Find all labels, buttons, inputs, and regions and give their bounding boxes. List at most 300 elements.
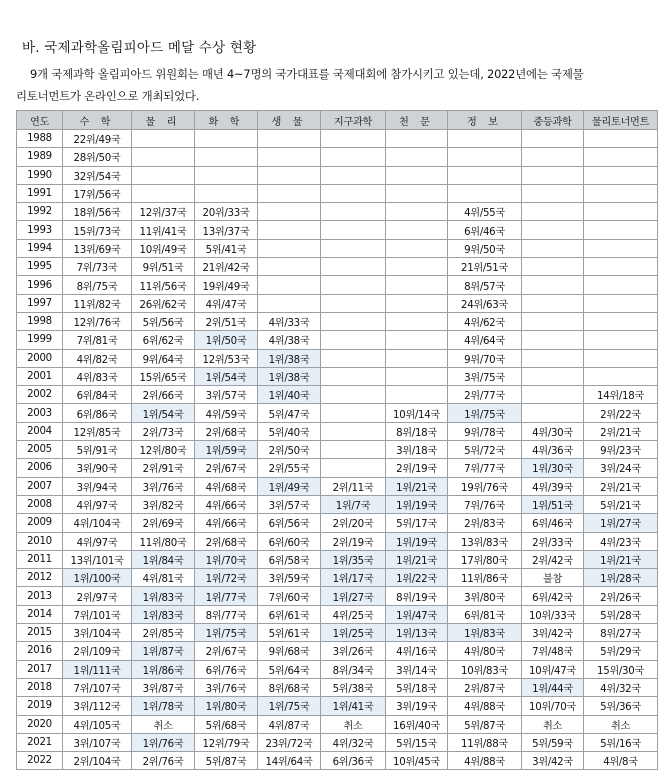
result-cell: 1위/78국 <box>132 697 195 715</box>
result-cell: 10위/70국 <box>522 697 584 715</box>
result-cell: 10위/33국 <box>522 605 584 623</box>
result-cell <box>258 239 321 257</box>
result-cell <box>258 203 321 221</box>
result-cell: 15위/65국 <box>132 367 195 385</box>
year-cell: 2010 <box>17 532 63 550</box>
result-cell <box>258 221 321 239</box>
year-cell: 1994 <box>17 239 63 257</box>
result-cell: 3위/82국 <box>132 495 195 513</box>
result-cell: 3위/76국 <box>195 678 258 696</box>
result-cell: 3위/24국 <box>584 459 658 477</box>
table-row <box>17 148 658 166</box>
result-cell: 4위/32국 <box>584 678 658 696</box>
result-cell: 5위/91국 <box>63 441 132 459</box>
result-cell: 9위/51국 <box>132 258 195 276</box>
result-cell: 3위/75국 <box>448 367 522 385</box>
table-row <box>17 697 658 715</box>
result-cell: 1위/27국 <box>584 514 658 532</box>
result-cell <box>386 367 448 385</box>
result-cell: 12위/80국 <box>132 441 195 459</box>
result-cell <box>386 239 448 257</box>
result-cell <box>584 184 658 202</box>
table-row <box>17 459 658 477</box>
year-cell: 1992 <box>17 203 63 221</box>
result-cell: 6위/58국 <box>258 550 321 568</box>
table-row <box>17 166 658 184</box>
result-cell: 4위/97국 <box>63 495 132 513</box>
result-cell <box>132 130 195 148</box>
result-cell: 14위/18국 <box>584 386 658 404</box>
table-row <box>17 733 658 751</box>
result-cell: 1위/50국 <box>195 331 258 349</box>
result-cell: 7위/60국 <box>258 587 321 605</box>
result-cell: 4위/87국 <box>258 715 321 733</box>
result-cell: 5위/47국 <box>258 404 321 422</box>
result-cell: 4위/59국 <box>195 404 258 422</box>
year-cell: 2020 <box>17 715 63 733</box>
result-cell: 15위/30국 <box>584 660 658 678</box>
result-cell: 1위/47국 <box>386 605 448 623</box>
result-cell: 4위/62국 <box>448 312 522 330</box>
result-cell <box>448 130 522 148</box>
year-cell: 2019 <box>17 697 63 715</box>
year-cell: 1988 <box>17 130 63 148</box>
result-cell: 22위/49국 <box>63 130 132 148</box>
table-row <box>17 386 658 404</box>
result-cell <box>195 184 258 202</box>
result-cell: 10위/47국 <box>522 660 584 678</box>
result-cell: 4위/105국 <box>63 715 132 733</box>
result-cell: 11위/41국 <box>132 221 195 239</box>
year-cell: 1989 <box>17 148 63 166</box>
column-header-6: 천 문 <box>386 111 448 130</box>
result-cell: 26위/62국 <box>132 294 195 312</box>
result-cell: 6위/46국 <box>448 221 522 239</box>
result-cell <box>321 459 386 477</box>
table-row <box>17 532 658 550</box>
table-row <box>17 349 658 367</box>
result-cell: 5위/41국 <box>195 239 258 257</box>
result-cell <box>195 148 258 166</box>
year-cell: 1997 <box>17 294 63 312</box>
result-cell: 3위/57국 <box>195 386 258 404</box>
result-cell: 1위/75국 <box>258 697 321 715</box>
year-cell: 2005 <box>17 441 63 459</box>
result-cell: 3위/42국 <box>522 624 584 642</box>
table-row <box>17 130 658 148</box>
column-header-2: 물 리 <box>132 111 195 130</box>
result-cell: 4위/64국 <box>448 331 522 349</box>
result-cell: 12위/37국 <box>132 203 195 221</box>
result-cell: 2위/87국 <box>448 678 522 696</box>
result-cell <box>584 258 658 276</box>
result-cell: 4위/16국 <box>386 642 448 660</box>
result-cell: 21위/51국 <box>448 258 522 276</box>
column-header-3: 화 학 <box>195 111 258 130</box>
result-cell: 5위/40국 <box>258 422 321 440</box>
result-cell <box>386 331 448 349</box>
result-cell: 10위/14국 <box>386 404 448 422</box>
result-cell <box>522 130 584 148</box>
result-cell: 2위/26국 <box>584 587 658 605</box>
year-cell: 2016 <box>17 642 63 660</box>
result-cell <box>386 276 448 294</box>
column-header-5: 지구과학 <box>321 111 386 130</box>
result-cell: 17위/80국 <box>448 550 522 568</box>
result-cell: 9위/23국 <box>584 441 658 459</box>
year-cell: 2018 <box>17 678 63 696</box>
result-cell: 4위/33국 <box>258 312 321 330</box>
table-row <box>17 312 658 330</box>
table-row <box>17 477 658 495</box>
year-cell: 1996 <box>17 276 63 294</box>
result-cell: 2위/50국 <box>258 441 321 459</box>
result-cell <box>584 203 658 221</box>
result-cell <box>321 367 386 385</box>
result-cell: 2위/33국 <box>522 532 584 550</box>
result-cell: 4위/68국 <box>195 477 258 495</box>
result-cell: 1위/72국 <box>195 569 258 587</box>
result-cell: 32위/54국 <box>63 166 132 184</box>
result-cell <box>584 367 658 385</box>
result-cell <box>321 294 386 312</box>
table-row <box>17 550 658 568</box>
result-cell: 11위/80국 <box>132 532 195 550</box>
result-cell: 1위/80국 <box>195 697 258 715</box>
result-cell <box>448 148 522 166</box>
result-cell <box>448 166 522 184</box>
result-cell: 1위/13국 <box>386 624 448 642</box>
result-cell: 1위/49국 <box>258 477 321 495</box>
result-cell <box>584 294 658 312</box>
result-cell: 1위/86국 <box>132 660 195 678</box>
result-cell <box>386 386 448 404</box>
result-cell <box>522 386 584 404</box>
year-cell: 1990 <box>17 166 63 184</box>
result-cell: 1위/41국 <box>321 697 386 715</box>
result-cell: 1위/70국 <box>195 550 258 568</box>
result-cell: 5위/36국 <box>584 697 658 715</box>
result-cell: 10위/83국 <box>448 660 522 678</box>
result-cell <box>321 130 386 148</box>
result-cell: 12위/79국 <box>195 733 258 751</box>
result-cell <box>195 130 258 148</box>
table-row <box>17 276 658 294</box>
result-cell: 3위/59국 <box>258 569 321 587</box>
result-cell: 1위/19국 <box>386 495 448 513</box>
table-row <box>17 495 658 513</box>
year-cell: 1998 <box>17 312 63 330</box>
result-cell: 2위/66국 <box>132 386 195 404</box>
result-cell <box>584 166 658 184</box>
result-cell: 8위/27국 <box>584 624 658 642</box>
result-cell: 4위/88국 <box>448 697 522 715</box>
result-cell <box>386 148 448 166</box>
table-row <box>17 642 658 660</box>
result-cell: 취소 <box>584 715 658 733</box>
result-cell: 1위/76국 <box>132 733 195 751</box>
result-cell <box>584 239 658 257</box>
result-cell: 9위/64국 <box>132 349 195 367</box>
section-title: 바. 국제과학올림피아드 메달 수상 현황 <box>22 40 257 56</box>
result-cell: 9위/70국 <box>448 349 522 367</box>
result-cell: 5위/87국 <box>448 715 522 733</box>
column-header-7: 정 보 <box>448 111 522 130</box>
result-cell: 2위/21국 <box>584 477 658 495</box>
result-cell: 3위/107국 <box>63 733 132 751</box>
result-cell: 7위/107국 <box>63 678 132 696</box>
result-cell: 3위/19국 <box>386 697 448 715</box>
result-cell: 1위/54국 <box>195 367 258 385</box>
result-cell <box>132 184 195 202</box>
result-cell: 2위/76국 <box>132 752 195 770</box>
result-cell: 15위/73국 <box>63 221 132 239</box>
result-cell <box>258 130 321 148</box>
result-cell: 1위/44국 <box>522 678 584 696</box>
year-cell: 2000 <box>17 349 63 367</box>
result-cell: 5위/56국 <box>132 312 195 330</box>
table-row <box>17 441 658 459</box>
result-cell: 8위/68국 <box>258 678 321 696</box>
column-header-0: 연도 <box>17 111 63 130</box>
result-cell: 6위/36국 <box>321 752 386 770</box>
paragraph-line-2: 리토너먼트가 온라인으로 개최되었다. <box>16 88 200 103</box>
result-cell: 3위/57국 <box>258 495 321 513</box>
result-cell <box>321 312 386 330</box>
result-cell <box>522 148 584 166</box>
result-cell <box>321 276 386 294</box>
result-cell <box>321 441 386 459</box>
result-cell: 3위/76국 <box>132 477 195 495</box>
result-cell: 1위/7국 <box>321 495 386 513</box>
result-cell <box>132 148 195 166</box>
result-cell: 2위/104국 <box>63 752 132 770</box>
result-cell <box>386 294 448 312</box>
result-cell: 6위/56국 <box>258 514 321 532</box>
year-cell: 1993 <box>17 221 63 239</box>
result-cell: 1위/77국 <box>195 587 258 605</box>
result-cell: 4위/25국 <box>321 605 386 623</box>
result-cell: 8위/19국 <box>386 587 448 605</box>
result-cell <box>321 386 386 404</box>
table-row <box>17 422 658 440</box>
table-row <box>17 184 658 202</box>
result-cell: 9위/50국 <box>448 239 522 257</box>
result-cell: 4위/55국 <box>448 203 522 221</box>
year-cell: 2004 <box>17 422 63 440</box>
year-cell: 2021 <box>17 733 63 751</box>
result-cell: 17위/56국 <box>63 184 132 202</box>
year-cell: 2013 <box>17 587 63 605</box>
result-cell <box>584 148 658 166</box>
result-cell: 11위/56국 <box>132 276 195 294</box>
result-cell: 불참 <box>522 569 584 587</box>
result-cell <box>386 166 448 184</box>
result-cell <box>321 258 386 276</box>
year-cell: 2008 <box>17 495 63 513</box>
result-cell: 19위/76국 <box>448 477 522 495</box>
result-cell: 4위/97국 <box>63 532 132 550</box>
result-cell: 5위/38국 <box>321 678 386 696</box>
result-cell <box>522 184 584 202</box>
result-cell <box>584 331 658 349</box>
result-cell: 2위/67국 <box>195 642 258 660</box>
result-cell: 11위/82국 <box>63 294 132 312</box>
result-cell <box>258 276 321 294</box>
result-cell: 8위/75국 <box>63 276 132 294</box>
result-cell: 1위/35국 <box>321 550 386 568</box>
result-cell: 1위/83국 <box>132 605 195 623</box>
result-cell: 9위/78국 <box>448 422 522 440</box>
result-cell: 5위/16국 <box>584 733 658 751</box>
result-cell: 1위/51국 <box>522 495 584 513</box>
column-header-9: 물리토너먼트 <box>584 111 658 130</box>
result-cell: 2위/73국 <box>132 422 195 440</box>
result-cell: 8위/77국 <box>195 605 258 623</box>
year-cell: 2017 <box>17 660 63 678</box>
result-cell <box>321 349 386 367</box>
result-cell: 14위/64국 <box>258 752 321 770</box>
result-cell: 12위/76국 <box>63 312 132 330</box>
result-cell: 13위/83국 <box>448 532 522 550</box>
result-cell: 19위/49국 <box>195 276 258 294</box>
result-cell: 취소 <box>132 715 195 733</box>
result-cell: 13위/69국 <box>63 239 132 257</box>
result-cell: 2위/55국 <box>258 459 321 477</box>
result-cell: 4위/81국 <box>132 569 195 587</box>
result-cell: 5위/15국 <box>386 733 448 751</box>
result-cell <box>321 184 386 202</box>
result-cell: 2위/21국 <box>584 422 658 440</box>
result-cell: 1위/84국 <box>132 550 195 568</box>
result-cell <box>584 130 658 148</box>
table-row <box>17 258 658 276</box>
result-cell: 3위/94국 <box>63 477 132 495</box>
result-cell: 취소 <box>321 715 386 733</box>
result-cell: 2위/51국 <box>195 312 258 330</box>
result-cell: 12위/85국 <box>63 422 132 440</box>
result-cell: 1위/21국 <box>386 550 448 568</box>
result-cell: 1위/25국 <box>321 624 386 642</box>
result-cell: 5위/61국 <box>258 624 321 642</box>
result-cell: 1위/54국 <box>132 404 195 422</box>
result-cell: 3위/104국 <box>63 624 132 642</box>
result-cell <box>321 203 386 221</box>
result-cell <box>448 184 522 202</box>
result-cell: 2위/68국 <box>195 422 258 440</box>
result-cell: 5위/28국 <box>584 605 658 623</box>
year-cell: 2014 <box>17 605 63 623</box>
result-cell: 6위/62국 <box>132 331 195 349</box>
result-cell: 13위/37국 <box>195 221 258 239</box>
column-header-4: 생 물 <box>258 111 321 130</box>
year-cell: 2011 <box>17 550 63 568</box>
result-cell: 1위/111국 <box>63 660 132 678</box>
table-row <box>17 605 658 623</box>
table-body <box>17 130 658 770</box>
result-cell: 2위/42국 <box>522 550 584 568</box>
result-cell: 2위/19국 <box>386 459 448 477</box>
table-row <box>17 404 658 422</box>
result-cell <box>386 258 448 276</box>
result-cell <box>584 349 658 367</box>
result-cell: 3위/80국 <box>448 587 522 605</box>
result-cell: 2위/22국 <box>584 404 658 422</box>
table-row <box>17 514 658 532</box>
result-cell: 4위/23국 <box>584 532 658 550</box>
result-cell: 5위/29국 <box>584 642 658 660</box>
table-row <box>17 331 658 349</box>
result-cell <box>522 258 584 276</box>
result-cell <box>522 349 584 367</box>
result-cell: 1위/17국 <box>321 569 386 587</box>
result-cell <box>258 294 321 312</box>
result-cell: 1위/27국 <box>321 587 386 605</box>
result-cell: 5위/68국 <box>195 715 258 733</box>
result-cell: 1위/30국 <box>522 459 584 477</box>
year-cell: 2012 <box>17 569 63 587</box>
result-cell: 1위/21국 <box>386 477 448 495</box>
year-cell: 1999 <box>17 331 63 349</box>
result-cell <box>386 221 448 239</box>
result-cell: 1위/75국 <box>448 404 522 422</box>
result-cell: 3위/90국 <box>63 459 132 477</box>
result-cell <box>258 184 321 202</box>
intro-paragraph <box>16 64 656 107</box>
result-cell <box>584 276 658 294</box>
result-cell: 10위/49국 <box>132 239 195 257</box>
result-cell: 1위/40국 <box>258 386 321 404</box>
result-cell: 1위/100국 <box>63 569 132 587</box>
result-cell: 2위/19국 <box>321 532 386 550</box>
result-cell: 7위/48국 <box>522 642 584 660</box>
result-cell: 취소 <box>522 715 584 733</box>
result-cell: 18위/56국 <box>63 203 132 221</box>
result-cell: 8위/34국 <box>321 660 386 678</box>
column-header-8: 중등과학 <box>522 111 584 130</box>
table-row <box>17 294 658 312</box>
result-cell <box>321 221 386 239</box>
result-cell: 2위/68국 <box>195 532 258 550</box>
result-cell <box>386 349 448 367</box>
year-cell: 2007 <box>17 477 63 495</box>
table-row <box>17 221 658 239</box>
table-header-row <box>17 111 658 130</box>
result-cell <box>321 239 386 257</box>
medal-table <box>16 110 658 770</box>
result-cell: 28위/50국 <box>63 148 132 166</box>
result-cell: 4위/66국 <box>195 495 258 513</box>
result-cell: 4위/83국 <box>63 367 132 385</box>
result-cell <box>386 312 448 330</box>
year-cell: 1991 <box>17 184 63 202</box>
result-cell: 1위/19국 <box>386 532 448 550</box>
result-cell <box>522 203 584 221</box>
result-cell: 1위/59국 <box>195 441 258 459</box>
result-cell: 7위/81국 <box>63 331 132 349</box>
result-cell: 20위/33국 <box>195 203 258 221</box>
result-cell: 11위/88국 <box>448 733 522 751</box>
result-cell <box>584 221 658 239</box>
result-cell: 1위/22국 <box>386 569 448 587</box>
result-cell: 4위/80국 <box>448 642 522 660</box>
table-row <box>17 660 658 678</box>
result-cell <box>386 203 448 221</box>
result-cell <box>522 221 584 239</box>
result-cell: 5위/59국 <box>522 733 584 751</box>
result-cell: 13위/101국 <box>63 550 132 568</box>
result-cell: 4위/66국 <box>195 514 258 532</box>
